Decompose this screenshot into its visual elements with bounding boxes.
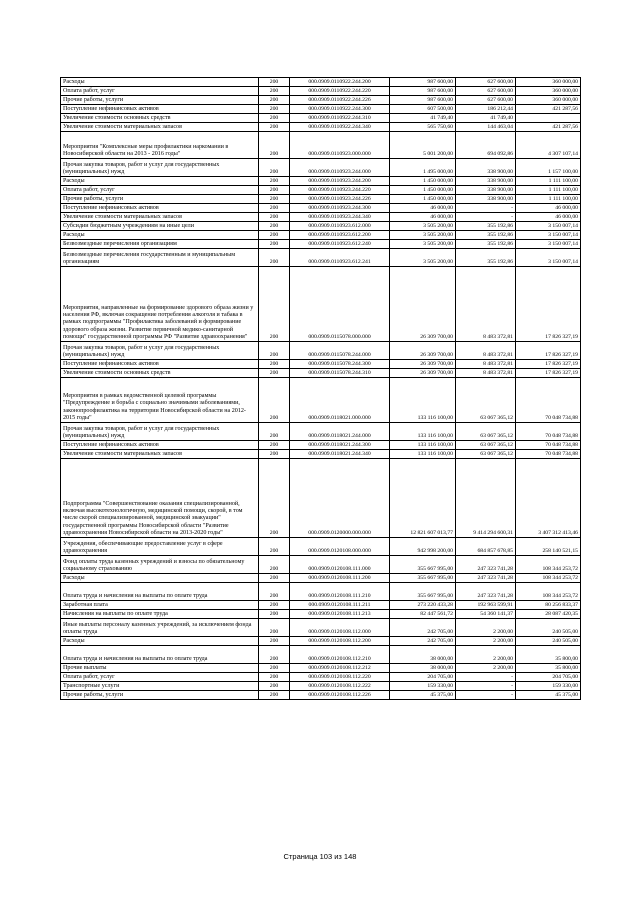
row-name-cell: Оплата работ, услуг — [61, 673, 259, 682]
table-row — [61, 87, 581, 96]
report-sheet — [60, 77, 580, 700]
row-executed-amount-cell: 338 900,00 — [456, 186, 516, 195]
row-line-code-cell: 200 — [259, 601, 290, 610]
row-budget-code-cell: 000.0909.0110922.244.226 — [290, 96, 390, 105]
row-budget-code-cell: 000.0909.0120108.000.000 — [290, 538, 390, 556]
row-remaining-amount-cell: 3 150 007,14 — [516, 249, 581, 267]
row-remaining-amount-cell: 70 048 734,88 — [516, 441, 581, 450]
row-budget-code-cell: 000.0909.0118021.000.000 — [290, 378, 390, 423]
row-name-cell: Прочая закупка товаров, работ и услуг для государственных (муниципальных) нужд — [61, 423, 259, 441]
row-line-code-cell: 200 — [259, 195, 290, 204]
row-name-cell: Увеличение стоимости материальных запасов — [61, 450, 259, 459]
row-name-cell: Оплата труда и начисления на выплаты по оплате труда — [61, 583, 259, 601]
row-budget-code-cell: 000.0909.0120108.111.211 — [290, 601, 390, 610]
row-approved-amount-cell: 46 000,00 — [390, 213, 456, 222]
row-remaining-amount-cell: 1 111 100,00 — [516, 195, 581, 204]
row-line-code-cell: 200 — [259, 87, 290, 96]
row-approved-amount-cell: 1 450 000,00 — [390, 186, 456, 195]
row-approved-amount-cell: 607 500,00 — [390, 105, 456, 114]
row-budget-code-cell: 000.0909.0120108.112.000 — [290, 619, 390, 637]
row-remaining-amount-cell: 421 287,56 — [516, 123, 581, 132]
budget-execution-table — [60, 77, 581, 700]
row-remaining-amount-cell: 70 048 734,88 — [516, 378, 581, 423]
row-line-code-cell: 200 — [259, 637, 290, 646]
row-approved-amount-cell: 46 000,00 — [390, 204, 456, 213]
row-executed-amount-cell: 8 483 372,81 — [456, 267, 516, 342]
row-budget-code-cell: 000.0909.0120108.111.210 — [290, 583, 390, 601]
row-budget-code-cell: 000.0909.0110922.244.340 — [290, 123, 390, 132]
row-budget-code-cell: 000.0909.0115078.244.000 — [290, 342, 390, 360]
row-line-code-cell: 200 — [259, 459, 290, 538]
row-executed-amount-cell: - — [456, 673, 516, 682]
row-name-cell: Расходы — [61, 637, 259, 646]
row-line-code-cell: 200 — [259, 222, 290, 231]
table-row — [61, 159, 581, 177]
table-row — [61, 96, 581, 105]
row-remaining-amount-cell: 1 111 100,00 — [516, 186, 581, 195]
row-executed-amount-cell: 2 200,00 — [456, 637, 516, 646]
table-row — [61, 342, 581, 360]
row-name-cell: Прочие работы, услуги — [61, 195, 259, 204]
row-name-cell: Мероприятия, направленные на формирование здорового образа жизни у населения РФ, включая сокращение потребления алкоголя и табака в рамках подпрограммы "Профилактика заболеваний и формирование здорового образа жизни. Развитие первичной медико-санитарной помощи" государственной программы РФ "Развитие здравоохранения" — [61, 267, 259, 342]
row-name-cell: Прочая закупка товаров, работ и услуг для государственных (муниципальных) нужд — [61, 342, 259, 360]
row-line-code-cell: 200 — [259, 673, 290, 682]
row-name-cell: Прочие выплаты — [61, 664, 259, 673]
row-budget-code-cell: 000.0909.0110923.244.220 — [290, 186, 390, 195]
row-approved-amount-cell: 355 667 995,00 — [390, 556, 456, 574]
table-row — [61, 646, 581, 664]
row-name-cell: Поступление нефинансовых активов — [61, 441, 259, 450]
row-remaining-amount-cell: 360 000,00 — [516, 87, 581, 96]
table-row — [61, 583, 581, 601]
row-approved-amount-cell: 1 450 000,00 — [390, 177, 456, 186]
row-budget-code-cell: 000.0909.0110923.244.226 — [290, 195, 390, 204]
row-line-code-cell: 200 — [259, 538, 290, 556]
row-name-cell: Прочие работы, услуги — [61, 96, 259, 105]
table-row — [61, 682, 581, 691]
row-approved-amount-cell: 159 330,00 — [390, 682, 456, 691]
row-name-cell: Безвозмездные перечисления государственным и муниципальным организациям — [61, 249, 259, 267]
row-executed-amount-cell: 355 192,86 — [456, 231, 516, 240]
row-approved-amount-cell: 3 505 200,00 — [390, 240, 456, 249]
row-name-cell: Расходы — [61, 231, 259, 240]
row-line-code-cell: 200 — [259, 691, 290, 700]
table-row — [61, 195, 581, 204]
row-name-cell: Учреждения, обеспечивающие предоставление услуг в сфере здравоохранения — [61, 538, 259, 556]
row-remaining-amount-cell: 3 150 007,14 — [516, 222, 581, 231]
row-budget-code-cell: 000.0909.0110923.244.340 — [290, 213, 390, 222]
row-approved-amount-cell: 242 705,00 — [390, 637, 456, 646]
row-executed-amount-cell: 355 192,86 — [456, 222, 516, 231]
row-remaining-amount-cell: 421 287,56 — [516, 105, 581, 114]
row-remaining-amount-cell: 3 150 007,14 — [516, 240, 581, 249]
row-line-code-cell: 200 — [259, 105, 290, 114]
row-line-code-cell: 200 — [259, 204, 290, 213]
table-row — [61, 369, 581, 378]
table-row — [61, 610, 581, 619]
row-executed-amount-cell: 355 192,86 — [456, 249, 516, 267]
table-row — [61, 105, 581, 114]
row-name-cell: Иные выплаты персоналу казенных учреждений, за исключением фонда оплаты труда — [61, 619, 259, 637]
row-line-code-cell: 200 — [259, 240, 290, 249]
row-approved-amount-cell: 987 600,00 — [390, 78, 456, 87]
row-name-cell: Увеличение стоимости основных средств — [61, 369, 259, 378]
row-remaining-amount-cell: 159 330,00 — [516, 682, 581, 691]
row-name-cell: Прочая закупка товаров, работ и услуг для государственных (муниципальных) нужд — [61, 159, 259, 177]
row-remaining-amount-cell: 35 800,00 — [516, 664, 581, 673]
row-remaining-amount-cell — [516, 114, 581, 123]
row-budget-code-cell: 000.0909.0120108.112.200 — [290, 637, 390, 646]
row-budget-code-cell: 000.0909.0110923.244.300 — [290, 204, 390, 213]
row-line-code-cell: 200 — [259, 619, 290, 637]
row-line-code-cell: 200 — [259, 78, 290, 87]
row-name-cell: Фонд оплаты труда казенных учреждений и взносы по обязательному социальному страхованию — [61, 556, 259, 574]
row-line-code-cell: 200 — [259, 231, 290, 240]
row-executed-amount-cell: 41 749,40 — [456, 114, 516, 123]
table-row — [61, 132, 581, 159]
row-approved-amount-cell: 942 998 200,00 — [390, 538, 456, 556]
row-executed-amount-cell: 2 200,00 — [456, 619, 516, 637]
row-executed-amount-cell: 247 323 741,28 — [456, 583, 516, 601]
row-budget-code-cell: 000.0909.0115078.000.000 — [290, 267, 390, 342]
row-approved-amount-cell: 3 505 200,00 — [390, 249, 456, 267]
row-approved-amount-cell: 565 750,60 — [390, 123, 456, 132]
row-budget-code-cell: 000.0909.0110923.244.000 — [290, 159, 390, 177]
row-name-cell: Поступление нефинансовых активов — [61, 105, 259, 114]
row-remaining-amount-cell: 28 087 420,35 — [516, 610, 581, 619]
row-approved-amount-cell: 12 821 607 013,77 — [390, 459, 456, 538]
row-budget-code-cell: 000.0909.0110922.244.310 — [290, 114, 390, 123]
row-remaining-amount-cell: 17 826 327,19 — [516, 360, 581, 369]
row-remaining-amount-cell: 108 344 253,72 — [516, 556, 581, 574]
row-executed-amount-cell: 627 600,00 — [456, 96, 516, 105]
table-row — [61, 123, 581, 132]
row-approved-amount-cell: 38 000,00 — [390, 664, 456, 673]
row-line-code-cell: 200 — [259, 378, 290, 423]
row-remaining-amount-cell: 17 826 327,19 — [516, 342, 581, 360]
row-budget-code-cell: 000.0909.0110923.612.240 — [290, 240, 390, 249]
row-executed-amount-cell: - — [456, 691, 516, 700]
table-row — [61, 538, 581, 556]
row-executed-amount-cell: 8 483 372,81 — [456, 369, 516, 378]
row-executed-amount-cell: 694 092,86 — [456, 132, 516, 159]
row-approved-amount-cell: 38 000,00 — [390, 646, 456, 664]
row-executed-amount-cell: 63 067 365,12 — [456, 378, 516, 423]
row-remaining-amount-cell: 80 256 833,37 — [516, 601, 581, 610]
row-name-cell: Оплата труда и начисления на выплаты по оплате труда — [61, 646, 259, 664]
row-approved-amount-cell: 45 375,00 — [390, 691, 456, 700]
row-executed-amount-cell: 684 857 678,85 — [456, 538, 516, 556]
row-line-code-cell: 200 — [259, 267, 290, 342]
row-executed-amount-cell: 144 463,04 — [456, 123, 516, 132]
row-approved-amount-cell: 26 309 700,00 — [390, 360, 456, 369]
row-name-cell: Субсидии бюджетным учреждениям на иные цели — [61, 222, 259, 231]
row-approved-amount-cell: 242 705,00 — [390, 619, 456, 637]
row-budget-code-cell: 000.0909.0120108.112.226 — [290, 691, 390, 700]
row-line-code-cell: 200 — [259, 123, 290, 132]
table-row — [61, 240, 581, 249]
row-remaining-amount-cell: 240 505,00 — [516, 637, 581, 646]
table-row — [61, 222, 581, 231]
table-row — [61, 78, 581, 87]
row-remaining-amount-cell: 17 826 327,19 — [516, 267, 581, 342]
row-line-code-cell: 200 — [259, 610, 290, 619]
table-row — [61, 249, 581, 267]
row-line-code-cell: 200 — [259, 96, 290, 105]
table-body — [61, 78, 581, 700]
row-executed-amount-cell: 338 900,00 — [456, 159, 516, 177]
row-name-cell: Мероприятия в рамках ведомственной целевой программы "Предупреждение и борьба с социально значимыми заболеваниями, законопроофилактика на территории Новосибирской области на 2012-2015 годы" — [61, 378, 259, 423]
row-budget-code-cell: 000.0909.0120108.112.210 — [290, 646, 390, 664]
row-line-code-cell: 200 — [259, 682, 290, 691]
table-row — [61, 177, 581, 186]
row-name-cell: Расходы — [61, 78, 259, 87]
row-remaining-amount-cell: 46 000,00 — [516, 204, 581, 213]
table-row — [61, 204, 581, 213]
table-row — [61, 213, 581, 222]
row-executed-amount-cell: 627 600,00 — [456, 87, 516, 96]
row-line-code-cell: 200 — [259, 213, 290, 222]
row-remaining-amount-cell: 204 705,00 — [516, 673, 581, 682]
row-approved-amount-cell: 987 600,00 — [390, 87, 456, 96]
row-budget-code-cell: 000.0909.0115078.244.310 — [290, 369, 390, 378]
row-approved-amount-cell: 987 600,00 — [390, 96, 456, 105]
row-executed-amount-cell: - — [456, 213, 516, 222]
row-approved-amount-cell: 26 309 700,00 — [390, 369, 456, 378]
row-name-cell: Оплата работ, услуг — [61, 87, 259, 96]
row-name-cell: Расходы — [61, 177, 259, 186]
row-executed-amount-cell: 2 200,00 — [456, 646, 516, 664]
row-budget-code-cell: 000.0909.0110922.244.220 — [290, 87, 390, 96]
row-remaining-amount-cell: 360 000,00 — [516, 78, 581, 87]
table-row — [61, 186, 581, 195]
row-remaining-amount-cell: 108 344 253,72 — [516, 574, 581, 583]
row-budget-code-cell: 000.0909.0118021.244.340 — [290, 450, 390, 459]
row-budget-code-cell: 000.0909.0120108.111.213 — [290, 610, 390, 619]
table-row — [61, 231, 581, 240]
row-name-cell: Заработная плата — [61, 601, 259, 610]
row-budget-code-cell: 000.0909.0110923.612.241 — [290, 249, 390, 267]
row-executed-amount-cell: 247 323 741,28 — [456, 556, 516, 574]
row-budget-code-cell: 000.0909.0120108.111.000 — [290, 556, 390, 574]
row-executed-amount-cell: 63 067 365,12 — [456, 450, 516, 459]
row-budget-code-cell: 000.0909.0110923.612.200 — [290, 231, 390, 240]
table-row — [61, 360, 581, 369]
row-approved-amount-cell: 355 667 995,00 — [390, 583, 456, 601]
row-remaining-amount-cell: 108 344 253,72 — [516, 583, 581, 601]
row-executed-amount-cell: 186 212,44 — [456, 105, 516, 114]
row-line-code-cell: 200 — [259, 441, 290, 450]
row-executed-amount-cell: 355 192,86 — [456, 240, 516, 249]
row-budget-code-cell: 000.0909.0120108.112.220 — [290, 673, 390, 682]
table-row — [61, 441, 581, 450]
page-footer — [0, 852, 640, 861]
row-approved-amount-cell: 26 309 700,00 — [390, 267, 456, 342]
row-line-code-cell: 200 — [259, 369, 290, 378]
row-name-cell: Подпрограмма "Совершенствование оказания специализированной, включая высокотехнологичную, медицинской помощи, скорой, в том числе скорой специализированной, медицинской эвакуации" государственной программы Новосибирской области "Развитие здравоохранения Новосибирской области на 2013-2020 годы" — [61, 459, 259, 538]
table-row — [61, 114, 581, 123]
row-executed-amount-cell: 63 067 365,12 — [456, 441, 516, 450]
row-executed-amount-cell: 247 323 741,28 — [456, 574, 516, 583]
row-name-cell: Безвозмездные перечисления организациям — [61, 240, 259, 249]
row-line-code-cell: 200 — [259, 450, 290, 459]
row-remaining-amount-cell: 3 407 312 413,46 — [516, 459, 581, 538]
row-line-code-cell: 200 — [259, 159, 290, 177]
row-budget-code-cell: 000.0909.0110923.244.200 — [290, 177, 390, 186]
row-line-code-cell: 200 — [259, 646, 290, 664]
row-remaining-amount-cell: 1 111 100,00 — [516, 177, 581, 186]
table-row — [61, 574, 581, 583]
row-approved-amount-cell: 204 705,00 — [390, 673, 456, 682]
row-remaining-amount-cell: 3 150 007,14 — [516, 231, 581, 240]
row-approved-amount-cell: 3 505 200,00 — [390, 222, 456, 231]
row-name-cell: Увеличение стоимости основных средств — [61, 114, 259, 123]
row-line-code-cell: 200 — [259, 556, 290, 574]
row-budget-code-cell: 000.0909.0120108.112.212 — [290, 664, 390, 673]
row-approved-amount-cell: 26 309 700,00 — [390, 342, 456, 360]
row-approved-amount-cell: 41 749,40 — [390, 114, 456, 123]
table-row — [61, 450, 581, 459]
row-approved-amount-cell: 133 116 100,00 — [390, 378, 456, 423]
row-executed-amount-cell: 192 963 599,91 — [456, 601, 516, 610]
row-line-code-cell: 200 — [259, 583, 290, 601]
row-name-cell: Оплата работ, услуг — [61, 186, 259, 195]
row-approved-amount-cell: 1 450 000,00 — [390, 195, 456, 204]
row-approved-amount-cell: 273 220 433,28 — [390, 601, 456, 610]
row-approved-amount-cell: 5 001 200,00 — [390, 132, 456, 159]
row-approved-amount-cell: 82 447 561,72 — [390, 610, 456, 619]
row-remaining-amount-cell: 70 048 734,88 — [516, 423, 581, 441]
row-executed-amount-cell: 54 360 141,37 — [456, 610, 516, 619]
page-number-label: Страница 103 из 148 — [283, 852, 357, 861]
row-approved-amount-cell: 133 116 100,00 — [390, 423, 456, 441]
row-budget-code-cell: 000.0909.0110922.244.200 — [290, 78, 390, 87]
row-budget-code-cell: 000.0909.0120108.111.200 — [290, 574, 390, 583]
row-remaining-amount-cell: 4 307 107,14 — [516, 132, 581, 159]
table-row — [61, 673, 581, 682]
row-approved-amount-cell: 355 667 995,00 — [390, 574, 456, 583]
row-line-code-cell: 200 — [259, 249, 290, 267]
row-budget-code-cell: 000.0909.0110922.244.300 — [290, 105, 390, 114]
row-line-code-cell: 200 — [259, 664, 290, 673]
table-row — [61, 378, 581, 423]
row-name-cell: Начисления на выплаты по оплате труда — [61, 610, 259, 619]
row-budget-code-cell: 000.0909.0110923.612.000 — [290, 222, 390, 231]
row-line-code-cell: 200 — [259, 177, 290, 186]
row-name-cell: Прочие работы, услуги — [61, 691, 259, 700]
row-executed-amount-cell: 338 900,00 — [456, 177, 516, 186]
row-budget-code-cell: 000.0909.0118021.244.000 — [290, 423, 390, 441]
table-row — [61, 601, 581, 610]
row-name-cell: Поступление нефинансовых активов — [61, 360, 259, 369]
row-name-cell: Увеличение стоимости материальных запасов — [61, 123, 259, 132]
row-line-code-cell: 200 — [259, 423, 290, 441]
row-remaining-amount-cell: 17 826 327,19 — [516, 369, 581, 378]
row-line-code-cell: 200 — [259, 574, 290, 583]
table-row — [61, 267, 581, 342]
row-remaining-amount-cell: 46 000,00 — [516, 213, 581, 222]
row-remaining-amount-cell: 1 157 100,00 — [516, 159, 581, 177]
row-name-cell: Поступление нефинансовых активов — [61, 204, 259, 213]
table-row — [61, 664, 581, 673]
row-line-code-cell: 200 — [259, 186, 290, 195]
row-approved-amount-cell: 133 116 100,00 — [390, 441, 456, 450]
row-executed-amount-cell: - — [456, 204, 516, 213]
row-remaining-amount-cell: 240 505,00 — [516, 619, 581, 637]
row-name-cell: Увеличение стоимости материальных запасов — [61, 213, 259, 222]
row-budget-code-cell: 000.0909.0120000.000.000 — [290, 459, 390, 538]
row-approved-amount-cell: 3 505 200,00 — [390, 231, 456, 240]
row-approved-amount-cell: 133 116 100,00 — [390, 450, 456, 459]
row-name-cell: Транспортные услуги — [61, 682, 259, 691]
row-line-code-cell: 200 — [259, 114, 290, 123]
table-row — [61, 423, 581, 441]
row-line-code-cell: 200 — [259, 132, 290, 159]
row-executed-amount-cell: 338 900,00 — [456, 195, 516, 204]
row-executed-amount-cell: 63 067 365,12 — [456, 423, 516, 441]
row-remaining-amount-cell: 360 000,00 — [516, 96, 581, 105]
row-budget-code-cell: 000.0909.0120108.112.222 — [290, 682, 390, 691]
row-executed-amount-cell: 8 483 372,81 — [456, 342, 516, 360]
table-row — [61, 556, 581, 574]
table-row — [61, 459, 581, 538]
row-name-cell: Расходы — [61, 574, 259, 583]
row-executed-amount-cell: 8 483 372,81 — [456, 360, 516, 369]
row-executed-amount-cell: 2 200,00 — [456, 664, 516, 673]
row-budget-code-cell: 000.0909.0118021.244.300 — [290, 441, 390, 450]
row-executed-amount-cell: 9 414 294 600,31 — [456, 459, 516, 538]
row-budget-code-cell: 000.0909.0115078.244.300 — [290, 360, 390, 369]
table-row — [61, 637, 581, 646]
table-row — [61, 619, 581, 637]
row-executed-amount-cell: - — [456, 682, 516, 691]
row-line-code-cell: 200 — [259, 342, 290, 360]
row-executed-amount-cell: 627 600,00 — [456, 78, 516, 87]
row-approved-amount-cell: 1 495 000,00 — [390, 159, 456, 177]
row-budget-code-cell: 000.0909.0110923.000.000 — [290, 132, 390, 159]
table-row — [61, 691, 581, 700]
row-remaining-amount-cell: 35 800,00 — [516, 646, 581, 664]
row-remaining-amount-cell: 70 048 734,88 — [516, 450, 581, 459]
row-name-cell: Мероприятия "Комплексные меры профилактики наркомании в Новосибирской области на 2013 - 2016 годы" — [61, 132, 259, 159]
row-remaining-amount-cell: 258 140 521,15 — [516, 538, 581, 556]
row-remaining-amount-cell: 45 375,00 — [516, 691, 581, 700]
row-line-code-cell: 200 — [259, 360, 290, 369]
